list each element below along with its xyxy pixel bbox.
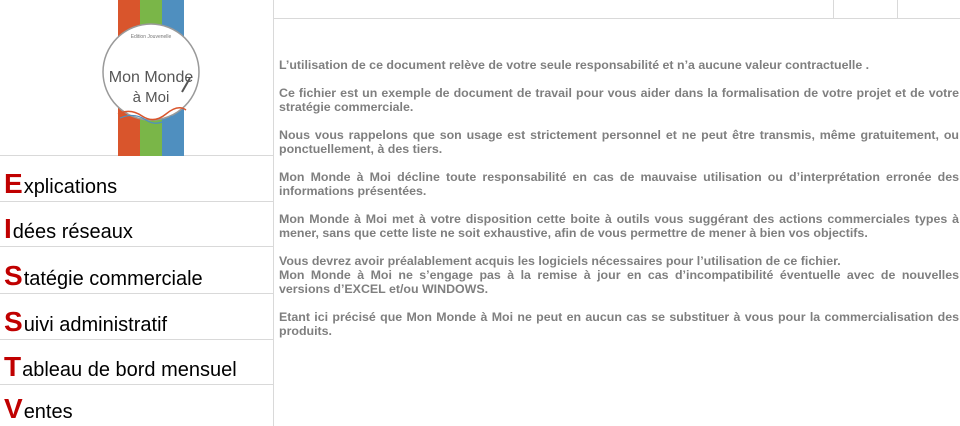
- grid-col-line: [897, 0, 898, 18]
- disclaimer-paragraph: Ce fichier est un exemple de document de travail pour vous aider dans la formalisation de votre projet et de votre stratégie commerciale.: [279, 86, 959, 114]
- nav-item-label: dées réseaux: [12, 221, 133, 243]
- nav-item-idees-reseaux[interactable]: [0, 202, 273, 247]
- nav-item-label: uivi administratif: [23, 314, 168, 336]
- brand-logo: [90, 0, 200, 156]
- disclaimer-paragraph: L’utilisation de ce document relève de votre seule responsabilité et n’a aucune valeur contractuelle .: [279, 58, 870, 72]
- logo-line1: Mon Monde: [108, 69, 194, 86]
- nav-item-initial: S: [4, 306, 23, 337]
- nav-item-initial: E: [4, 168, 23, 199]
- disclaimer-paragraph: Vous devrez avoir préalablement acquis les logiciels nécessaires pour l’utilisation de ce fichier.: [279, 254, 841, 268]
- disclaimer-text: [279, 58, 959, 352]
- logo-area: [0, 0, 274, 156]
- nav-item-strategie-commerciale[interactable]: [0, 247, 273, 294]
- grid-row-line: [274, 18, 960, 19]
- disclaimer-paragraph: Mon Monde à Moi décline toute responsabilité en cas de mauvaise utilisation ou d’interprétation erronée des informations présentées.: [279, 170, 959, 198]
- disclaimer-paragraph: Mon Monde à Moi ne s’engage pas à la remise à jour en cas d’incompatibilité éventuelle avec de nouvelles versions d’EXCEL et/ou WINDOWS.: [279, 268, 959, 296]
- grid-col-line: [833, 0, 834, 18]
- nav-item-initial: I: [4, 213, 12, 244]
- nav-item-suivi-administratif[interactable]: [0, 294, 273, 340]
- nav-item-initial: S: [4, 260, 23, 291]
- logo-line2: à Moi: [132, 89, 170, 106]
- disclaimer-paragraph: Etant ici précisé que Mon Monde à Moi ne peut en aucun cas se substituer à vous pour la commercialisation des produits.: [279, 310, 959, 338]
- disclaimer-paragraph: Mon Monde à Moi met à votre disposition cette boite à outils vous suggérant des actions commerciales types à mener, sans que cette liste ne soit exhaustive, afin de vous permettre de mener à bien vos objectifs.: [279, 212, 959, 240]
- nav-item-label: tatégie commerciale: [23, 268, 203, 290]
- nav-item-ventes[interactable]: [0, 385, 273, 426]
- nav-item-explications[interactable]: [0, 156, 273, 202]
- nav-item-label: ableau de bord mensuel: [22, 359, 237, 381]
- sidebar: [0, 0, 274, 426]
- logo-tagline: Edition Jouvenelle: [130, 34, 172, 40]
- nav-item-initial: T: [4, 351, 22, 382]
- nav-item-label: xplications: [23, 176, 118, 198]
- nav-item-initial: V: [4, 393, 23, 424]
- nav-item-label: entes: [23, 401, 73, 423]
- nav-item-tableau-de-bord[interactable]: [0, 340, 273, 385]
- disclaimer-paragraph: Nous vous rappelons que son usage est strictement personnel et ne peut être transmis, même gratuitement, ou ponctuellement, à des tiers.: [279, 128, 959, 156]
